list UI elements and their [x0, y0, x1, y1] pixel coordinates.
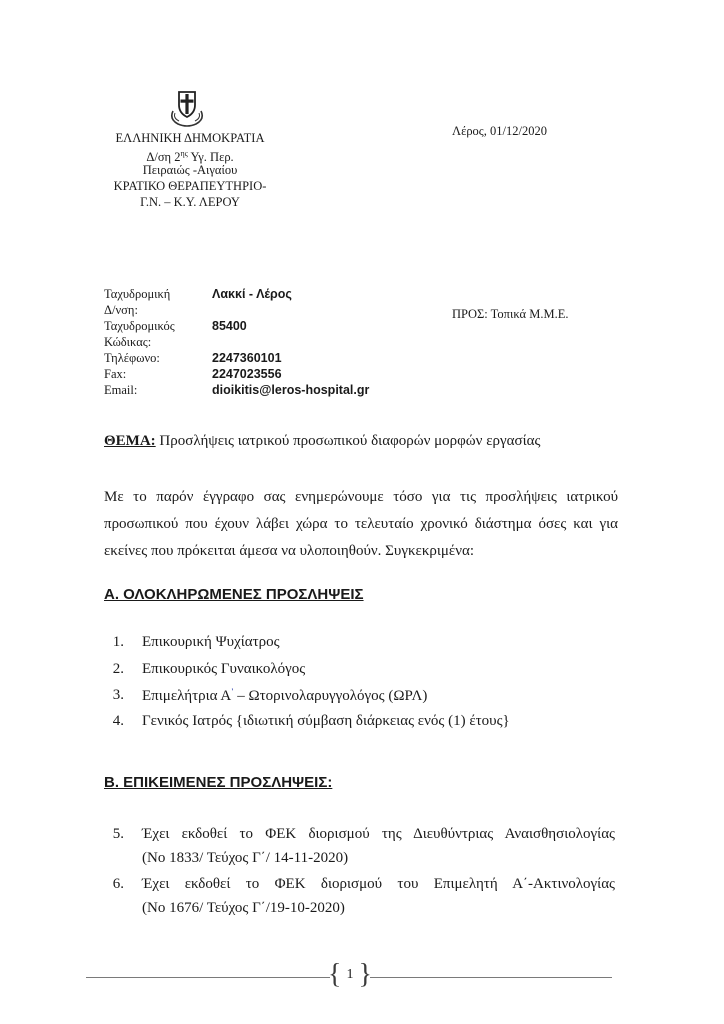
- contact-address: Λακκί - Λέρος: [212, 287, 292, 301]
- contact-label-postcode-2: Κώδικας:: [104, 335, 152, 349]
- footer-divider-left: [86, 977, 330, 978]
- contact-label-phone: Τηλέφωνο:: [104, 351, 160, 365]
- section-b-title: Β. ΕΠΙΚΕΙΜΕΝΕΣ ΠΡΟΣΛΗΨΕΙΣ:: [104, 774, 333, 791]
- contact-label-email: Email:: [104, 383, 138, 397]
- left-brace-icon: {: [328, 959, 342, 990]
- issuer-directorate: Δ/ση $2^{\eta\varsigma}$ Υγ. Περ.: [146, 149, 234, 165]
- list-item: 2. Επικουρικός Γυναικολόγος: [112, 661, 306, 677]
- issuer-country: ΕΛΛΗΝΙΚΗ ΔΗΜΟΚΡΑΤΙΑ: [115, 131, 265, 145]
- greek-coat-of-arms-icon: [166, 86, 208, 128]
- list-item: 6. Έχει εκδοθεί το ΦΕΚ διορισμού του Επιμελητή Α΄-Ακτινολογίας (Νο 1676/ Τεύχος Γ΄/19-10-2020): [112, 876, 615, 916]
- subject-text: Προσλήψεις ιατρικού προσωπικού διαφορών μορφών εργασίας: [155, 433, 541, 449]
- page-number: { 1 }: [328, 959, 372, 990]
- recipient: ΠΡΟΣ: Τοπικά Μ.Μ.Ε.: [452, 307, 569, 321]
- contact-label-address-2: Δ/νση:: [104, 303, 138, 317]
- issuer-region: Πειραιώς -Αιγαίου: [142, 163, 238, 177]
- contact-phone: 2247360101: [212, 351, 282, 365]
- subject-label: ΘΕΜΑ:: [104, 433, 156, 449]
- intro-paragraph: Με το παρόν έγγραφο σας ενημερώνουμε τόσο για τις προσλήψεις ιατρικού προσωπικού που έχουν λάβει χώρα το τελευταίο χρονικό διάστημα όσες και για εκείνες που πρόκειται άμεσα να υλοποιηθούν. Συγκεκριμένα:: [104, 489, 618, 559]
- contact-fax: 2247023556: [212, 367, 282, 381]
- contact-email: dioikitis@leros-hospital.gr: [212, 383, 370, 397]
- contact-label-fax: Fax:: [104, 367, 127, 381]
- list-item: 5. Έχει εκδοθεί το ΦΕΚ διορισμού της Διευθύντριας Αναισθησιολογίας (Νο 1833/ Τεύχος Γ΄/ 14-11-2020): [112, 826, 615, 866]
- list-item: 3. Επιμελήτρια Α' – Ωτορινολαρυγγολόγος (ΩΡΛ): [112, 687, 428, 704]
- issuer-institution: ΚΡΑΤΙΚΟ ΘΕΡΑΠΕΥΤΗΡΙΟ-: [113, 179, 267, 193]
- subject-line: [104, 433, 540, 450]
- contact-postcode: 85400: [212, 319, 247, 333]
- section-a-title: Α. ΟΛΟΚΛΗΡΩΜΕΝΕΣ ΠΡΟΣΛΗΨΕΙΣ: [104, 586, 364, 603]
- contact-label-address-1: Ταχυδρομική: [104, 287, 171, 301]
- list-item: 1. Επικουρική Ψυχίατρος: [112, 634, 280, 650]
- footer-divider-right: [370, 977, 612, 978]
- issuer-hospital: Γ.Ν. – Κ.Υ. ΛΕΡΟΥ: [140, 195, 240, 209]
- list-item: 4. Γενικός Ιατρός {ιδιωτική σύμβαση διάρκειας ενός (1) έτους}: [112, 713, 510, 729]
- right-brace-icon: }: [358, 959, 372, 990]
- contact-label-postcode-1: Ταχυδρομικός: [104, 319, 175, 333]
- document-date: Λέρος, 01/12/2020: [452, 124, 547, 138]
